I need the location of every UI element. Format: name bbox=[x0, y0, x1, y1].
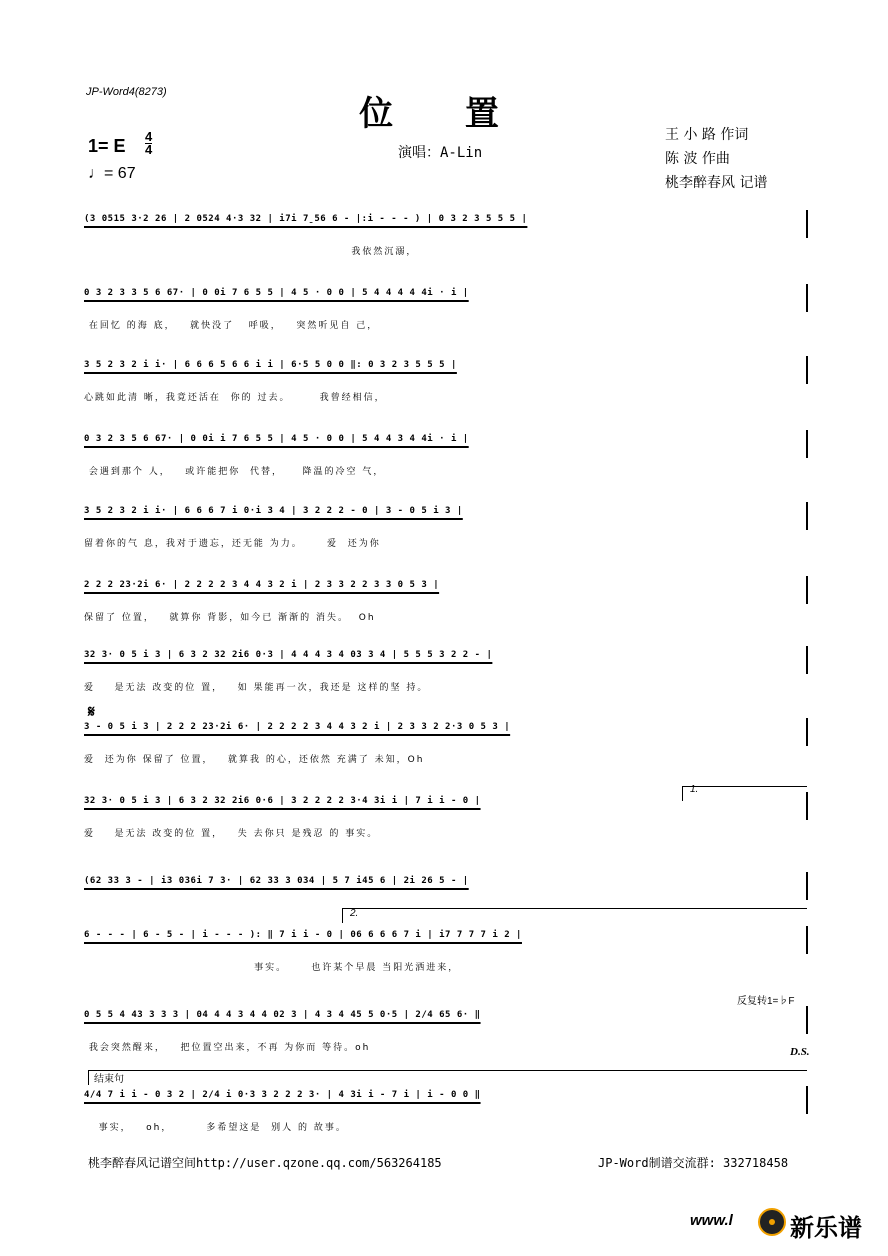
bar-line bbox=[806, 872, 808, 900]
notation-line: (3 0515 3·2 26 | 2 0524 4·3 32 | i7i 7̱56 6 - |:i - - - ) | 0 3 2 3 5 5 5 | bbox=[84, 214, 528, 224]
notation-line: 2 2 2 23·2i 6· | 2 2 2 2 3 4 4 3 2 i | 2 3 3 2 2 3 3 0 5 3 | bbox=[84, 580, 440, 590]
composer-credit: 陈 波 作曲 bbox=[665, 151, 730, 167]
bar-line bbox=[806, 646, 808, 674]
notation-line: 32 3· 0 5 i 3 | 6 3 2 32 2i6 0·6 | 3 2 2 2 2 3·4 3i i | 7 i i - 0 | bbox=[84, 796, 481, 806]
notation-line: 3 5 2 3 2 i i· | 6 6 6 7 i 0·i 3 4 | 3 2 2 2 - 0 | 3 - 0 5 i 3 | bbox=[84, 506, 463, 516]
bar-line bbox=[806, 502, 808, 530]
lyric-line: 爱 是无法 改变的位 置， 失 去你只 是残忍 的 事实。 bbox=[84, 829, 379, 839]
song-title: 位 置 bbox=[359, 94, 529, 134]
bar-line bbox=[806, 430, 808, 458]
transcriber-credit: 桃李醉春风 记谱 bbox=[665, 175, 768, 191]
lyric-line: 心跳如此清 晰，我竟还活在 你的 过去。 我曾经相信， bbox=[84, 393, 386, 403]
lyric-line: 留着你的气 息，我对于遗忘，还无能 为力。 爱 还为你 bbox=[84, 539, 381, 549]
first-ending-label: 1. bbox=[690, 784, 699, 795]
notation-line: 0 3 2 3 3 5 6 67· | 0 0i 7 6 5 5 | 4 5 · 0 0 | 5 4 4 4 4 4i · i | bbox=[84, 288, 469, 298]
key-signature: 1= E bbox=[88, 136, 126, 156]
bar-line bbox=[806, 1086, 808, 1114]
lyric-line: 爱 是无法 改变的位 置， 如 果能再一次，我还是 这样的坚 持。 bbox=[84, 683, 429, 693]
footer-link[interactable]: 桃李醉春风记谱空间http://user.qzone.qq.com/563264185 bbox=[88, 1156, 442, 1170]
lyric-line: 事实。 也许某个早晨 当阳光洒进来， bbox=[84, 963, 460, 973]
notation-line: 3 - 0 5 i 3 | 2 2 2 23·2i 6· | 2 2 2 2 3 4 4 3 2 i | 2 3 3 2 2·3 0 5 3 | bbox=[84, 722, 511, 732]
lyric-line: 我会突然醒来， 把位置空出来，不再 为你而 等待。oh bbox=[84, 1043, 371, 1053]
bar-line bbox=[806, 1006, 808, 1034]
second-ending-bracket bbox=[342, 908, 807, 923]
lyric-line: 在回忆 的海 底， 就快没了 呼吸， 突然听见自 己， bbox=[84, 321, 379, 331]
notation-line: 32 3· 0 5 i 3 | 6 3 2 32 2i6 0·3 | 4 4 4 3 4 03 3 4 | 5 5 5 3 2 2 - | bbox=[84, 650, 493, 660]
tempo-marking: ♩= 67 bbox=[88, 165, 136, 182]
lyricist-credit: 王 小 路 作词 bbox=[665, 127, 749, 143]
singer-credit: 演唱：A-Lin bbox=[398, 145, 483, 161]
coda-bracket bbox=[88, 1070, 807, 1085]
bar-line bbox=[806, 210, 808, 238]
software-note: JP-Word4(8273) bbox=[86, 86, 167, 98]
notation-line: 4/4 7 i i - 0 3 2 | 2/4 i 0·3 3 2 2 2 3· | 4 3i i - 7 i | i - 0 0 ‖ bbox=[84, 1090, 481, 1100]
lyric-line: 事实， oh， 多希望这是 别人 的 故事。 bbox=[84, 1123, 347, 1133]
notation-line: (62 33 3 - | i3 036i 7 3· | 62 33 3 034 | 5 7 i45 6 | 2i 26 5 - | bbox=[84, 876, 469, 886]
site-logo-text[interactable]: www.l bbox=[690, 1212, 733, 1229]
modulation-label: 反复转1=♭F bbox=[737, 996, 795, 1007]
coda-label: 结束句 bbox=[94, 1074, 124, 1085]
footer-group: JP-Word制谱交流群: 332718458 bbox=[598, 1156, 789, 1170]
bar-line bbox=[806, 284, 808, 312]
bar-line bbox=[806, 718, 808, 746]
ds-marking: D.S. bbox=[790, 1046, 810, 1058]
bar-line bbox=[806, 576, 808, 604]
lyric-line: 会遇到那个 人， 或许能把你 代替， 降温的冷空 气， bbox=[84, 467, 385, 477]
vinyl-disc-icon bbox=[758, 1208, 786, 1236]
notation-line: 0 3 2 3 5 6 67· | 0 0i i 7 6 5 5 | 4 5 · 0 0 | 5 4 4 3 4 4i · i | bbox=[84, 434, 469, 444]
time-signature bbox=[145, 131, 152, 156]
segno-sign: 𝄋 bbox=[88, 702, 95, 721]
notation-line: 0 5 5 4 43 3 3 3 | 04 4 4 3 4 4 02 3 | 4 3 4 45 5 0·5 | 2/4 65 6· ‖ bbox=[84, 1010, 481, 1020]
notation-line: 6 - - - | 6 - 5 - | i - - - ): ‖ 7 i i - 0 | 06 6 6 6 7 i | i7 7 7 7 i 2 | bbox=[84, 930, 522, 940]
notation-line: 3 5 2 3 2 i i· | 6 6 6 5 6 6 i i | 6·5 5 0 0 ‖: 0 3 2 3 5 5 5 | bbox=[84, 360, 457, 370]
first-ending-bracket bbox=[682, 786, 807, 801]
bar-line bbox=[806, 926, 808, 954]
second-ending-label: 2. bbox=[350, 908, 359, 919]
time-sig-bottom: 4 bbox=[145, 142, 153, 157]
lyric-line: 爱 还为你 保留了 位置， 就算我 的心，还依然 充满了 未知，Oh bbox=[84, 755, 425, 765]
time-sig-top: 4 bbox=[145, 129, 153, 144]
lyric-line: 我依然沉溺， bbox=[84, 247, 418, 257]
lyric-line: 保留了 位置， 就算你 背影，如今已 渐渐的 消失。 Oh bbox=[84, 613, 376, 623]
bar-line bbox=[806, 356, 808, 384]
site-logo-name[interactable]: 新乐谱 bbox=[790, 1214, 862, 1242]
